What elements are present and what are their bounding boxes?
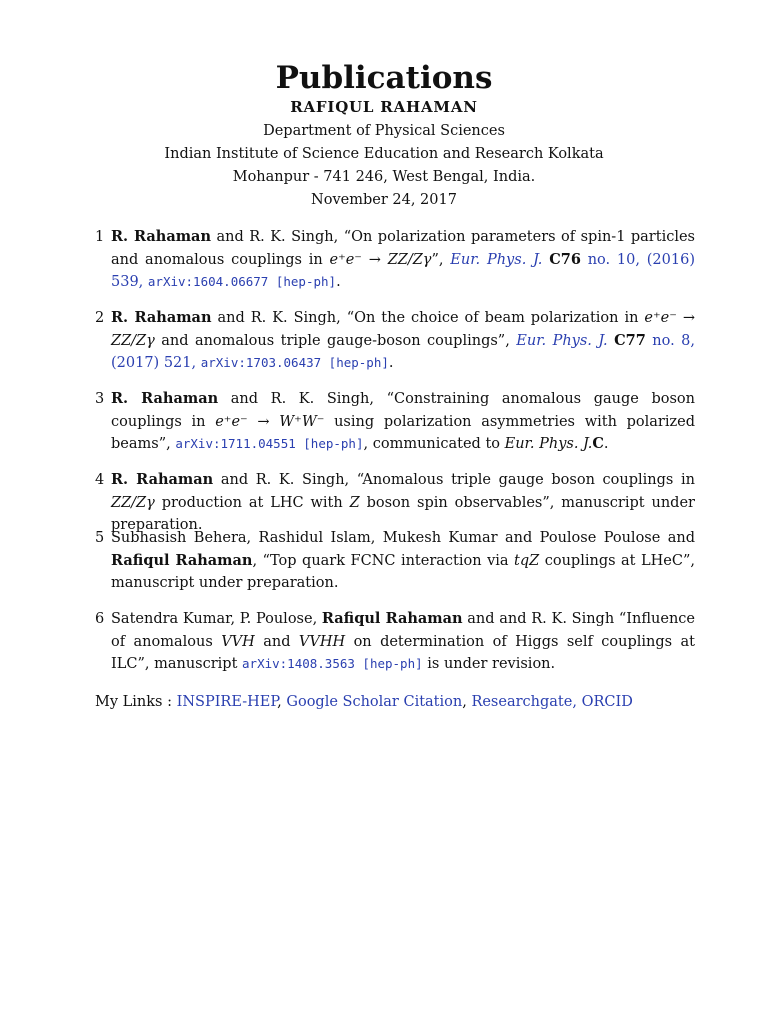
author-bold: R. Rahaman xyxy=(111,228,211,245)
communicated-text: , communicated to xyxy=(363,436,505,452)
authors: Subhasish Behera, Rashidul Islam, Mukesh Kumar and Poulose Poulose and xyxy=(111,530,695,546)
title-rest: couplings at LHeC”, manuscript under preparation. xyxy=(111,552,695,591)
arxiv-link[interactable]: arXiv:1408.3563 [hep-ph] xyxy=(242,656,423,671)
math-expression: ZZ/Zγ xyxy=(111,494,155,511)
title-rest: boson spin observables”, manuscript under preparation. xyxy=(111,494,695,533)
department: Department of Physical Sciences xyxy=(263,123,505,139)
journal-link[interactable]: Eur. Phys. J. xyxy=(516,332,608,349)
journal-details-link[interactable]: no. 8, (2017) 521, xyxy=(111,332,695,371)
authors: and R. K. Singh, “On the choice of beam polarization in xyxy=(211,310,645,326)
author-bold: R. Rahaman xyxy=(111,390,219,407)
title-end: ”, xyxy=(431,251,451,268)
publication-number: 6 xyxy=(95,611,105,627)
address: Mohanpur - 741 246, West Bengal, India. xyxy=(232,169,536,185)
title-mid: and xyxy=(254,633,299,650)
title-rest: using polarization asymmetries with polarized beams”, xyxy=(111,413,695,452)
link-orcid[interactable]: ORCID xyxy=(581,694,633,710)
author-bold: R. Rahaman xyxy=(111,309,212,326)
publication-number: 4 xyxy=(95,472,105,488)
authors: and R. K. Singh, “Constraining anomalous gauge boson couplings in xyxy=(111,391,695,430)
math-expression: e⁺e⁻ → ZZ/Zγ xyxy=(111,310,695,349)
link-separator: , xyxy=(462,694,472,710)
journal-link[interactable]: Eur. Phys. J. xyxy=(450,251,543,268)
arxiv-link[interactable]: arXiv:1711.04551 [hep-ph] xyxy=(175,436,364,451)
end-punct: . xyxy=(388,355,394,371)
page-title: Publications xyxy=(275,60,493,96)
publication-text xyxy=(111,226,695,294)
links-label: My Links : xyxy=(95,694,177,710)
my-links xyxy=(95,691,633,713)
journal-volume: C76 xyxy=(549,250,581,268)
journal-volume: C77 xyxy=(614,331,646,349)
publication-number: 3 xyxy=(95,391,105,407)
journal-details-link[interactable]: no. 10, (2016) 539, xyxy=(111,251,695,290)
author-bold: R. Rahaman xyxy=(111,471,214,488)
title-start: and and R. K. Singh “Influence of anomalous xyxy=(111,611,696,650)
publication-number: 5 xyxy=(95,530,105,546)
title-rest: and anomalous triple gauge-boson couplings”, xyxy=(154,332,517,349)
title-start: , “Top quark FCNC interaction via xyxy=(252,552,515,569)
end-punct: . xyxy=(336,274,341,290)
authors: Satendra Kumar, P. Poulose, xyxy=(111,611,322,627)
math-expression: VVH xyxy=(221,633,255,650)
math-expression: e⁺e⁻ → ZZ/Zγ xyxy=(329,251,432,268)
publication-text xyxy=(111,388,695,456)
math-expression: VVHH xyxy=(298,633,346,650)
link-separator: , xyxy=(277,694,287,710)
title-rest: production at LHC with xyxy=(154,494,350,511)
journal-volume: C xyxy=(592,435,604,452)
title-rest: on determination of Higgs self couplings at ILC”, manuscript xyxy=(111,633,695,672)
arxiv-link[interactable]: arXiv:1604.06677 [hep-ph] xyxy=(147,274,337,289)
journal-name: Eur. Phys. J. xyxy=(504,436,593,452)
publication-text xyxy=(111,527,695,595)
link-researchgate[interactable]: Researchgate xyxy=(471,694,573,710)
end-punct: . xyxy=(603,436,609,452)
authors: and R. K. Singh, “Anomalous triple gauge boson couplings in xyxy=(213,472,695,488)
author-bold: Rafiqul Rahaman xyxy=(111,551,253,569)
author-name: RAFIQUL RAHAMAN xyxy=(290,98,478,116)
author-bold: Rafiqul Rahaman xyxy=(321,610,463,627)
end-text: is under revision. xyxy=(422,656,556,672)
publication-text xyxy=(111,307,695,375)
math-expression: e⁺e⁻ → W⁺W⁻ xyxy=(215,413,325,430)
institute: Indian Institute of Science Education and Research Kolkata xyxy=(164,146,604,162)
link-google-scholar[interactable]: Google Scholar Citation xyxy=(286,694,463,710)
document-date: November 24, 2017 xyxy=(311,192,457,208)
publication-text xyxy=(111,608,695,676)
publication-number: 1 xyxy=(95,229,105,245)
math-expression: Z xyxy=(349,494,360,511)
arxiv-link[interactable]: arXiv:1703.06437 [hep-ph] xyxy=(200,355,389,370)
link-inspire-hep[interactable]: INSPIRE-HEP xyxy=(176,694,278,710)
authors: and R. K. Singh, “On polarization parameters of spin-1 particles and anomalous couplings in xyxy=(111,229,695,268)
link-separator: , xyxy=(572,694,582,710)
publication-number: 2 xyxy=(95,310,105,326)
math-expression: tqZ xyxy=(514,552,540,569)
